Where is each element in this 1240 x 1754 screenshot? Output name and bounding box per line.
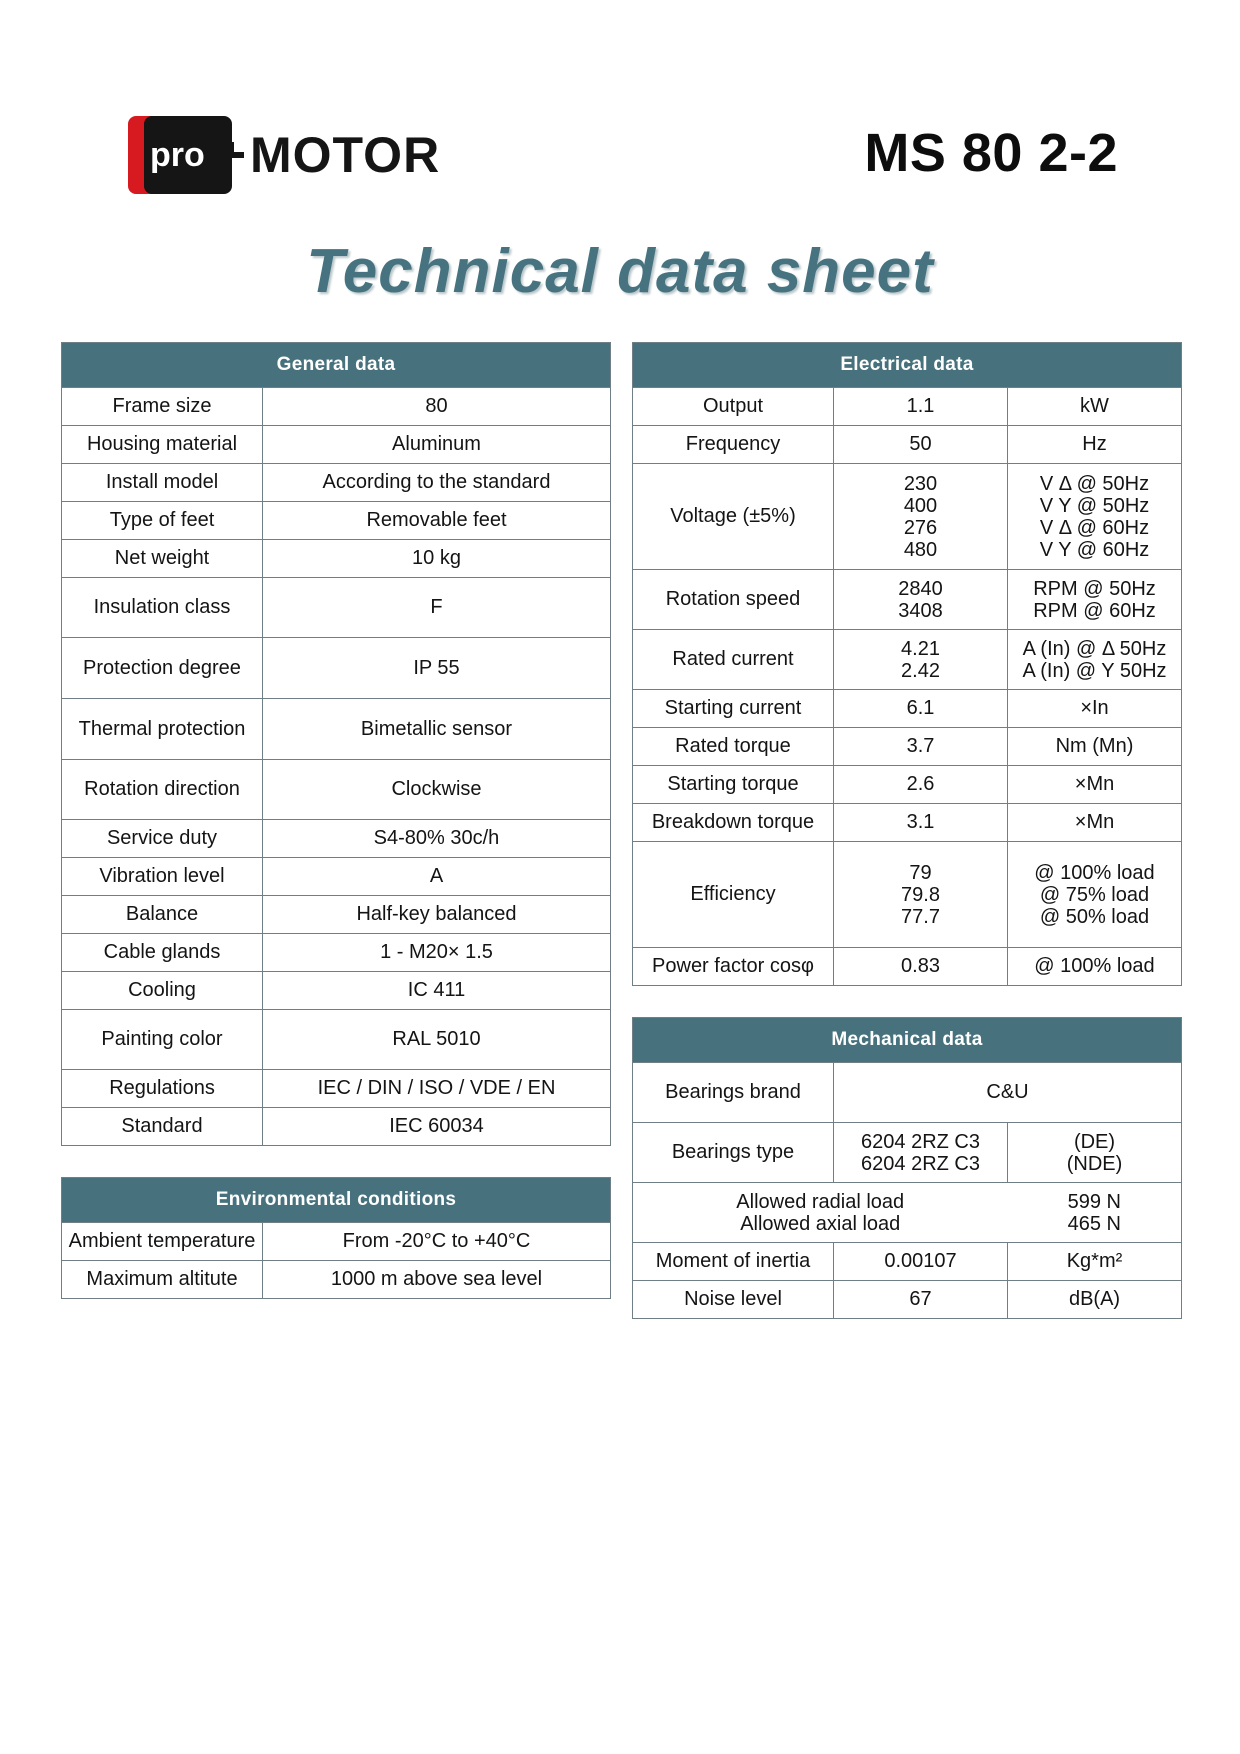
output-label: Output: [633, 388, 834, 426]
efficiency-value: 77.7: [901, 905, 940, 928]
rated-current-unit: A (In) @ Y 50Hz: [1022, 659, 1167, 682]
table-row: [62, 820, 611, 858]
efficiency-values: [834, 842, 1008, 948]
row-value: Half-key balanced: [263, 896, 611, 934]
voltage-unit: V Y @ 60Hz: [1039, 538, 1150, 561]
voltage-values: [834, 464, 1008, 570]
table-row: [633, 690, 1182, 728]
voltage-units: [1008, 464, 1182, 570]
frequency-unit: Hz: [1008, 426, 1182, 464]
rated-torque-label: Rated torque: [633, 728, 834, 766]
table-row: [633, 804, 1182, 842]
row-value: 1 - M20× 1.5: [263, 934, 611, 972]
row-label: Cable glands: [62, 934, 263, 972]
table-row: [633, 388, 1182, 426]
table-row: [62, 934, 611, 972]
row-value: Bimetallic sensor: [263, 699, 611, 760]
row-value: Removable feet: [263, 502, 611, 540]
table-row: [62, 426, 611, 464]
row-label: Thermal protection: [62, 699, 263, 760]
row-value: Aluminum: [263, 426, 611, 464]
page-title: Technical data sheet: [306, 237, 934, 306]
table-row: [633, 464, 1182, 570]
rotation-speed-value: 3408: [898, 599, 943, 622]
row-label: Frame size: [62, 388, 263, 426]
row-label: Net weight: [62, 540, 263, 578]
efficiency-unit: @ 50% load: [1039, 905, 1150, 928]
table-row: [62, 896, 611, 934]
power-factor-value: 0.83: [834, 948, 1008, 986]
row-value: IEC / DIN / ISO / VDE / EN: [263, 1070, 611, 1108]
general-data-table: [61, 342, 611, 1146]
row-label: Insulation class: [62, 578, 263, 638]
logo-motor-text: MOTOR: [250, 127, 441, 183]
table-row: [62, 578, 611, 638]
row-value: Clockwise: [263, 760, 611, 820]
breakdown-torque-label: Breakdown torque: [633, 804, 834, 842]
table-row: [62, 858, 611, 896]
general-data-heading: General data: [62, 343, 611, 388]
row-label: Install model: [62, 464, 263, 502]
frequency-value: 50: [834, 426, 1008, 464]
voltage-unit: V Δ @ 50Hz: [1039, 472, 1150, 495]
rotation-speed-values: [834, 570, 1008, 630]
table-row: [62, 388, 611, 426]
voltage-value: 480: [903, 538, 938, 561]
frequency-label: Frequency: [633, 426, 834, 464]
row-value: F: [263, 578, 611, 638]
moment-of-inertia-value: 0.00107: [834, 1243, 1008, 1281]
bearings-type-units: [1008, 1123, 1182, 1183]
row-value: 80: [263, 388, 611, 426]
table-row: [62, 1223, 611, 1261]
row-value: S4-80% 30c/h: [263, 820, 611, 858]
efficiency-value: 79.8: [901, 883, 940, 906]
table-row: [62, 1010, 611, 1070]
efficiency-units: [1008, 842, 1182, 948]
voltage-value: 400: [903, 494, 938, 517]
logo-graphic: [124, 112, 504, 198]
row-label: Ambient temperature: [62, 1223, 263, 1261]
output-unit: kW: [1008, 388, 1182, 426]
efficiency-unit: @ 100% load: [1034, 861, 1155, 884]
row-label: Type of feet: [62, 502, 263, 540]
row-label: Protection degree: [62, 638, 263, 699]
bearings-type-values: [834, 1123, 1008, 1183]
allowed-load-value: 465 N: [1067, 1212, 1121, 1235]
environmental-conditions-table: [61, 1177, 611, 1299]
table-row: [633, 426, 1182, 464]
rated-current-units: [1008, 630, 1182, 690]
efficiency-unit: @ 75% load: [1039, 883, 1150, 906]
row-value: IC 411: [263, 972, 611, 1010]
table-row: [62, 502, 611, 540]
table-row: [633, 948, 1182, 986]
moment-of-inertia-unit: Kg*m²: [1008, 1243, 1182, 1281]
breakdown-torque-value: 3.1: [834, 804, 1008, 842]
table-row: [633, 1281, 1182, 1319]
rated-torque-value: 3.7: [834, 728, 1008, 766]
table-row: [62, 972, 611, 1010]
row-value: According to the standard: [263, 464, 611, 502]
starting-current-unit: ×In: [1008, 690, 1182, 728]
allowed-load-label: Allowed axial load: [740, 1212, 901, 1235]
electrical-data-heading: Electrical data: [633, 343, 1182, 388]
voltage-unit: V Δ @ 60Hz: [1039, 516, 1150, 539]
table-row: [62, 1070, 611, 1108]
mechanical-data-heading: Mechanical data: [633, 1018, 1182, 1063]
efficiency-label: Efficiency: [633, 842, 834, 948]
table-row: [633, 728, 1182, 766]
row-label: Balance: [62, 896, 263, 934]
starting-current-label: Starting current: [633, 690, 834, 728]
starting-torque-label: Starting torque: [633, 766, 834, 804]
allowed-load-value: 599 N: [1067, 1190, 1121, 1213]
noise-level-value: 67: [834, 1281, 1008, 1319]
voltage-value: 230: [903, 472, 938, 495]
model-number: MS 80 2-2: [864, 123, 1118, 183]
table-row: [633, 766, 1182, 804]
bearings-brand-value: C&U: [834, 1063, 1182, 1123]
power-factor-unit: @ 100% load: [1008, 948, 1182, 986]
row-label: Service duty: [62, 820, 263, 858]
company-logo: [124, 112, 504, 198]
bearings-type-value: 6204 2RZ C3: [861, 1130, 980, 1153]
noise-level-unit: dB(A): [1008, 1281, 1182, 1319]
electrical-data-table: [632, 342, 1182, 986]
rotation-speed-label: Rotation speed: [633, 570, 834, 630]
table-row: [633, 1183, 1182, 1243]
voltage-unit: V Y @ 50Hz: [1039, 494, 1150, 517]
moment-of-inertia-label: Moment of inertia: [633, 1243, 834, 1281]
row-label: Vibration level: [62, 858, 263, 896]
table-row: [62, 540, 611, 578]
efficiency-value: 79: [909, 861, 932, 884]
row-value: 1000 m above sea level: [263, 1261, 611, 1299]
row-label: Painting color: [62, 1010, 263, 1070]
row-label: Regulations: [62, 1070, 263, 1108]
row-value: A: [263, 858, 611, 896]
voltage-label: Voltage (±5%): [633, 464, 834, 570]
rated-current-values: [834, 630, 1008, 690]
bearings-type-unit: (NDE): [1066, 1152, 1123, 1175]
noise-level-label: Noise level: [633, 1281, 834, 1319]
power-factor-label: Power factor cosφ: [633, 948, 834, 986]
rated-current-value: 4.21: [901, 637, 940, 660]
table-row: [633, 630, 1182, 690]
row-value: IEC 60034: [263, 1108, 611, 1146]
table-row: [633, 1063, 1182, 1123]
row-label: Standard: [62, 1108, 263, 1146]
rotation-speed-units: [1008, 570, 1182, 630]
table-row: [633, 842, 1182, 948]
bearings-type-value: 6204 2RZ C3: [861, 1152, 980, 1175]
table-row: [633, 570, 1182, 630]
row-label: Rotation direction: [62, 760, 263, 820]
table-row: [62, 699, 611, 760]
rated-torque-unit: Nm (Mn): [1008, 728, 1182, 766]
logo-pro-text: pro: [150, 136, 205, 174]
row-value: 10 kg: [263, 540, 611, 578]
rotation-speed-unit: RPM @ 60Hz: [1033, 599, 1156, 622]
row-label: Cooling: [62, 972, 263, 1010]
allowed-loads-values: [1008, 1183, 1182, 1243]
table-row: [633, 1123, 1182, 1183]
breakdown-torque-unit: ×Mn: [1008, 804, 1182, 842]
table-row: [62, 760, 611, 820]
table-row: [62, 638, 611, 699]
bearings-type-unit: (DE): [1073, 1130, 1116, 1153]
table-row: [633, 1243, 1182, 1281]
allowed-loads-labels: [633, 1183, 1008, 1243]
bearings-brand-label: Bearings brand: [633, 1063, 834, 1123]
allowed-load-label: Allowed radial load: [736, 1190, 905, 1213]
rated-current-label: Rated current: [633, 630, 834, 690]
voltage-value: 276: [903, 516, 938, 539]
starting-torque-value: 2.6: [834, 766, 1008, 804]
mechanical-data-table: [632, 1017, 1182, 1319]
row-value: RAL 5010: [263, 1010, 611, 1070]
environmental-conditions-heading: Environmental conditions: [62, 1178, 611, 1223]
row-value: From -20°C to +40°C: [263, 1223, 611, 1261]
table-row: [62, 1261, 611, 1299]
table-row: [62, 464, 611, 502]
row-value: IP 55: [263, 638, 611, 699]
rated-current-unit: A (In) @ Δ 50Hz: [1022, 637, 1167, 660]
rotation-speed-unit: RPM @ 50Hz: [1033, 577, 1156, 600]
starting-torque-unit: ×Mn: [1008, 766, 1182, 804]
row-label: Housing material: [62, 426, 263, 464]
table-row: [62, 1108, 611, 1146]
row-label: Maximum altitute: [62, 1261, 263, 1299]
rotation-speed-value: 2840: [898, 577, 943, 600]
bearings-type-label: Bearings type: [633, 1123, 834, 1183]
rated-current-value: 2.42: [901, 659, 940, 682]
output-value: 1.1: [834, 388, 1008, 426]
starting-current-value: 6.1: [834, 690, 1008, 728]
